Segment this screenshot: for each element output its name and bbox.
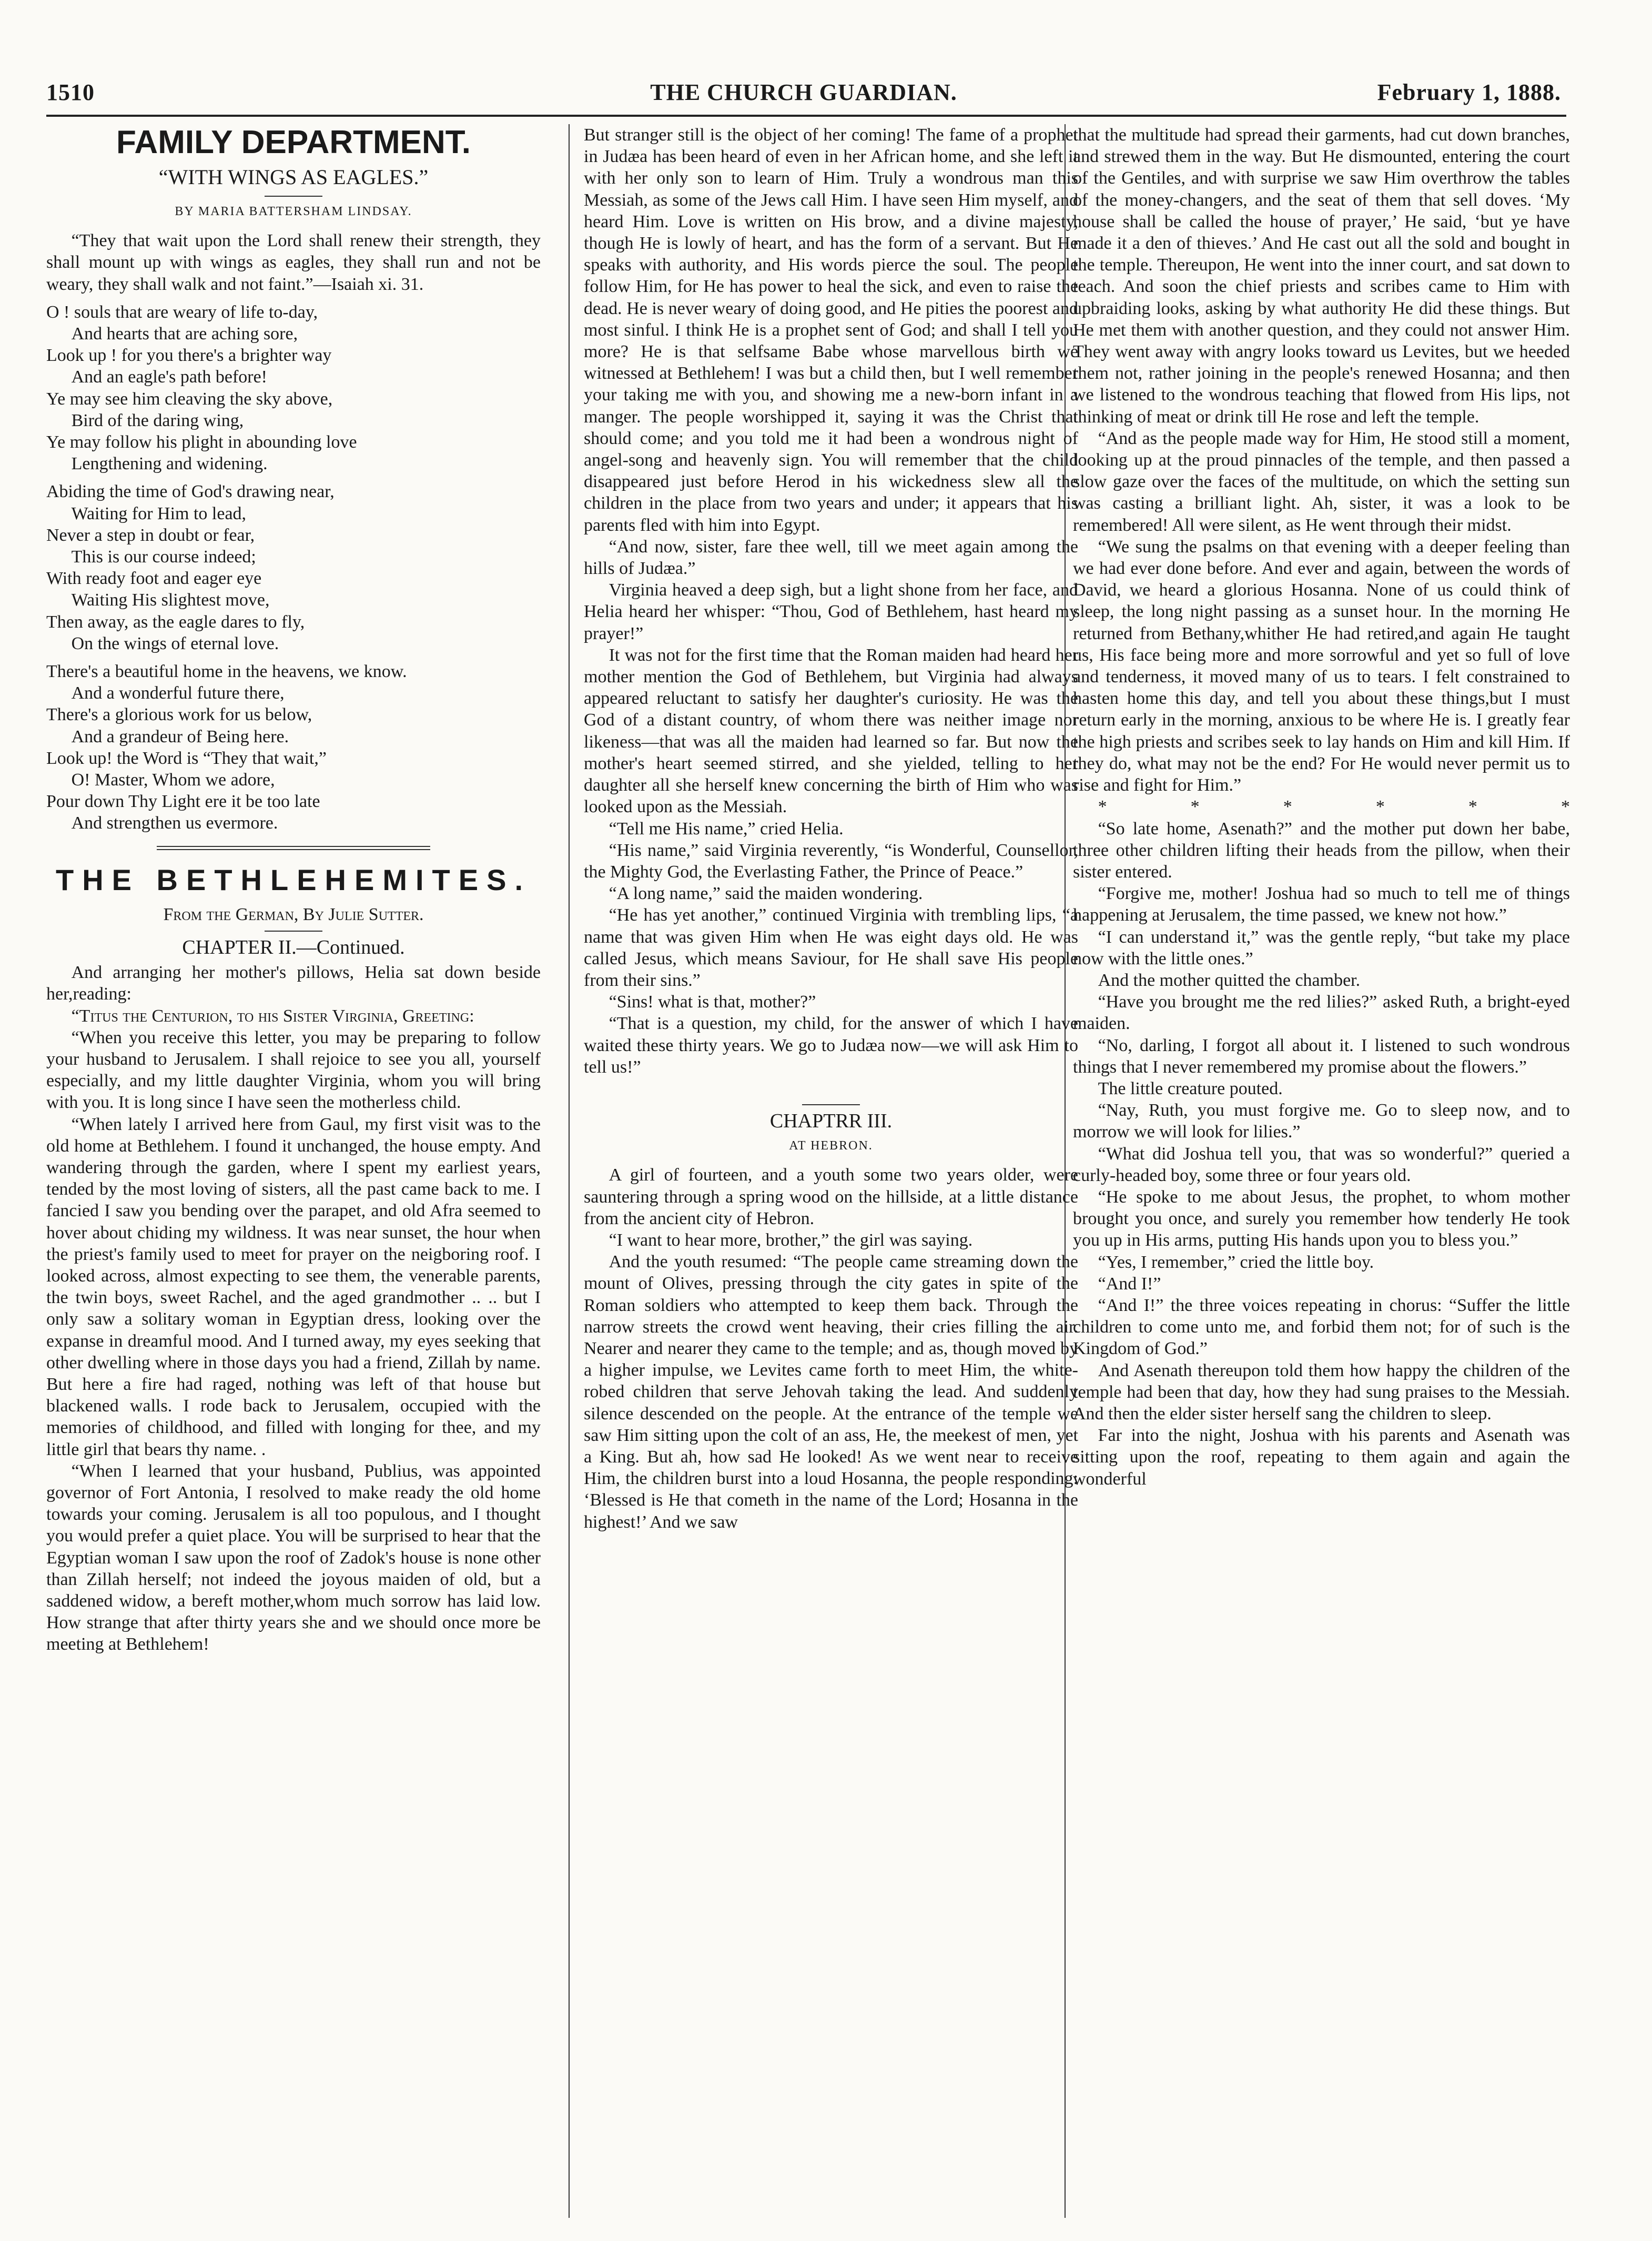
paragraph: Virginia heaved a deep sigh, but a light shone from her face, and Helia heard her whisper: “Thou, God of Bethlehem, hast heard my prayer!” [584, 580, 1078, 643]
paragraph: “When lately I arrived here from Gaul, my first visit was to the old home at Bethlehem. I found it unchanged, the house empty. And wandering through the garden, where I spent my earliest years, tended by the most loving of sisters, all the past came back to me. I fancied I saw you bending over the parapet, and old Afra seemed to hover about chiding my wildness. It was near sunset, the hour when the priest's family used to meet for prayer on the neigboring roof. I looked across, almost expecting to see them, the venerable parents, the twin boys, sweet Rachel, and the aged grandmother .. .. but I only saw a solitary woman in Egyptian dress, looking over the expanse in dreamful mood. And I turned away, my eyes seeking that other dwelling where in those days you had a friend, Zillah by name. But here a fire had raged, nothing was left of that house but blackened walls. I rode back to Jerusalem, occupied with the memories of childhood, and filled with longing for thee, and my little girl that bears thy name. . [46, 1114, 541, 1459]
story-title: THE BETHLEHEMITES. [55, 863, 532, 896]
paragraph: And arranging her mother's pillows, Helia sat down beside her,reading: [46, 963, 541, 1004]
poem-line: This is our course indeed; [71, 547, 256, 567]
paragraph: that the multitude had spread their garments, had cut down branches, and strewed them in the way. But He dismounted, entering the court of the Gentiles, and with surprise we saw Him overthrow the tables of the money-changers, and the seat of them that sell doves. ‘My house shall be called the house of prayer,’ He said, ‘but ye have made it a den of thieves.’ And He cast out all the sold and bought in the temple. Thereupon, He went into the inner court, and sat down to teach. And soon the chief priests and scribes came to Him with upbraiding looks, asking by what authority He did these things. But He met them with another question, and they could not answer Him. They went away with angry looks toward us Levites, but we heeded them not, rather joining in the people's renewed Hosanna; and then we listened to the wondrous teaching that flowed from His lips, not thinking of meat or drink till He rose and left the temple. [1073, 125, 1570, 427]
poem-line: Pour down Thy Light ere it be too late [46, 792, 320, 812]
poem-line: Ye may see him cleaving the sky above, [46, 389, 333, 409]
paragraph: “Yes, I remember,” cried the little boy. [1098, 1252, 1374, 1272]
paragraph: “His name,” said Virginia reverently, “is Wonderful, Counsellor, the Mighty God, the Everlasting Father, the Prince of Peace.” [584, 840, 1078, 882]
poem-stanza [46, 301, 541, 475]
poem-line: And hearts that are aching sore, [71, 324, 298, 344]
paragraph: The little creature pouted. [1098, 1078, 1283, 1098]
poem-line: Ye may follow his plight in abounding love [46, 432, 357, 452]
divider [802, 1104, 860, 1105]
poem-line: Waiting His slightest move, [71, 590, 270, 610]
paragraph: And the youth resumed: “The people came streaming down the mount of Olives, pressing through the city gates in spite of the Roman soldiers who attempted to keep them back. Through the narrow streets the crowd went heaving, their cries filling the air. Nearer and nearer they came to the temple; and as, though moved by a higher impulse, we Levites came forth to meet Him, the white-robed children that serve Jehovah taking the lead. And suddenly silence descended on the people. At the entrance of the temple we saw Him sitting upon the colt of an ass, He, the meekest of men, yet a King. But ah, how sad He looked! As we went near to receive Him, the children burst into a loud Hosanna, the people responding: ‘Blessed is He that cometh in the name of the Lord; Hosanna in the highest!’ And we saw [584, 1252, 1078, 1532]
paragraph: “I want to hear more, brother,” the girl was saying. [609, 1230, 973, 1250]
column-divider [569, 124, 570, 2218]
poem-title: “WITH WINGS AS EAGLES.” [158, 165, 429, 189]
letter-greeting: “Titus the Centurion, to his Sister Virginia, Greeting: [71, 1006, 474, 1026]
masthead [46, 79, 1561, 110]
paragraph: But stranger still is the object of her coming! The fame of a prophet in Judæa has been heard of even in her African home, and she left it with her only son to learn of Him. Truly a wondrous man this Messiah, as some of the Jews call Him. I have seen Him myself, and heard Him. Love is written on His brow, and a divine majesty, though He is lowly of heart, and has the form of a servant. But He speaks with authority, and His words pierce the soul. The people follow Him, for He has power to heal the sick, and even to raise the dead. He is never weary of doing good, and He pities the poorest and most sinful. I think He is a prophet sent of God; and shall I tell you more? He is that selfsame Babe whose marvellous birth we witnessed at Bethlehem! I was but a child then, but I well remember your taking me with you, and showing me a new-born infant in a manger. The people worshipped it, saying it was the Christ that should come; and you told me it had been a wondrous night of angel-song and heavenly sign. You will remember that the child disappeared just before Herod in his wickedness slew all the children in the place from two years and under; it appears that his parents fled with him into Egypt. [584, 125, 1078, 535]
section-heading: FAMILY DEPARTMENT. [116, 124, 471, 160]
paragraph: A girl of fourteen, and a youth some two years older, were sauntering through a spring wood on the hillside, at a little distance from the ancient city of Hebron. [584, 1165, 1078, 1228]
poem-line: On the wings of eternal love. [71, 633, 279, 653]
issue-date: February 1, 1888. [1377, 79, 1561, 105]
paragraph: “We sung the psalms on that evening with a deeper feeling than we had ever done before. And ever and again, between the words of David, we heard a glorious Hosanna. None of us could think of sleep, the long night passing as a sunset hour. In the morning He returned from Bethany,whither He had retired,and again He taught us, His face being more and more sorrowful and yet so full of love and tenderness, it moved many of us to tears. I felt constrained to hasten home this day, and tell you about these things,but I must return early in the morning, anxious to be where He is. I greatly fear the high priests and scribes seek to lay hands on Him and kill Him. If they do, what may not be the end? For He would never permit us to rise and fight for Him.” [1073, 537, 1570, 795]
paragraph: Far into the night, Joshua with his parents and Asenath was sitting upon the roof, repeating to them again and again the wonderful [1073, 1426, 1570, 1489]
paragraph: “He has yet another,” continued Virginia with trembling lips, “a name that was given Him when He was eight days old. He was called Jesus, which means Saviour, for He shall save His people from their sins.” [584, 905, 1078, 990]
column-1 [46, 124, 541, 2218]
poem-line: With ready foot and eager eye [46, 569, 262, 589]
paragraph: “That is a question, my child, for the answer of which I have waited these thirty years. We go to Judæa now—we will ask Him to tell us!” [584, 1014, 1078, 1077]
poem-line: Never a step in doubt or fear, [46, 525, 255, 545]
paragraph: “And I!” [1098, 1274, 1161, 1294]
poem-stanza [46, 661, 541, 834]
poem-byline: BY MARIA BATTERSHAM LINDSAY. [175, 205, 412, 218]
chapter-heading: CHAPTER II.—Continued. [182, 936, 405, 958]
paragraph: “And as the people made way for Him, He stood still a moment, looking up at the proud pinnacles of the temple, and then passed a slow gaze over the faces of the multitude, on which the setting sun was casting a brilliant light. Ah, sister, it was a look to be remembered! All were silent, as He went through their midst. [1073, 428, 1570, 535]
paragraph: “When I learned that your husband, Publius, was appointed governor of Fort Antonia, I resolved to make ready the old home towards your coming. Jerusalem is all too populous, and I thought you would prefer a quiet place. You will be surprised to hear that the Egyptian woman I saw upon the roof of Zadok's house is none other than Zillah herself; not indeed the joyous maiden of old, but a saddened widow, a bereft mother,whom much sorrow has laid low. How strange that after thirty years she and we should once more be meeting at Bethlehem! [46, 1461, 541, 1654]
divider [157, 846, 430, 850]
poem-line: There's a beautiful home in the heavens, we know. [46, 662, 407, 682]
poem-epigraph: “They that wait upon the Lord shall renew their strength, they shall mount up with wings as eagles, they shall run and not be weary, they shall walk and not faint.”—Isaiah xi. 31. [46, 231, 541, 294]
paragraph: “He spoke to me about Jesus, the prophet, to whom mother brought you once, and surely you remember how tenderly He took you up in His arms, putting His hands upon you to bless you.” [1073, 1187, 1570, 1250]
poem-line: Bird of the daring wing, [71, 410, 244, 430]
poem-line: Waiting for Him to lead, [71, 503, 247, 523]
poem-line: There's a glorious work for us below, [46, 705, 312, 725]
paragraph: “So late home, Asenath?” and the mother put down her babe, three other children lifting their heads from the pillow, when their sister entered. [1073, 819, 1570, 882]
poem-line: And strengthen us evermore. [71, 813, 278, 833]
paragraph: “What did Joshua tell you, that was so wonderful?” queried a curly-headed boy, some three or four years old. [1073, 1144, 1570, 1185]
poem-line: Then away, as the eagle dares to fly, [46, 612, 305, 632]
paragraph: “No, darling, I forgot all about it. I listened to such wondrous things that I never remembered my promise about the flowers.” [1073, 1035, 1570, 1077]
paragraph: And the mother quitted the chamber. [1098, 970, 1361, 990]
paragraph: “Forgive me, mother! Joshua had so much to tell me of things happening at Jerusalem, the time passed, we knew not how.” [1073, 884, 1570, 925]
newspaper-title: THE CHURCH GUARDIAN. [650, 79, 957, 105]
poem-stanza [46, 481, 541, 654]
poem-line: Lengthening and widening. [71, 454, 268, 474]
chapter-subheading: AT HEBRON. [789, 1139, 873, 1153]
poem-line: Abiding the time of God's drawing near, [46, 482, 335, 502]
poem-line: And a grandeur of Being here. [71, 726, 289, 746]
poem-line: And a wonderful future there, [71, 683, 285, 703]
poem-line: And an eagle's path before! [71, 367, 267, 387]
paragraph: “And now, sister, fare thee well, till we meet again among the hills of Judæa.” [584, 537, 1078, 579]
page-number: 1510 [46, 79, 95, 105]
column-3 [1073, 124, 1570, 2218]
poem-line: Look up! the Word is “They that wait,” [46, 748, 327, 768]
section-break: * * * * * * [1098, 797, 1570, 817]
story-author: From the German, By Julie Sutter. [163, 904, 424, 924]
paragraph: “When you receive this letter, you may be preparing to follow your husband to Jerusalem. I shall rejoice to see you all, yourself especially, and my little daughter Virginia, whom you will bring with you. It is long since I have seen the motherless child. [46, 1027, 541, 1113]
divider [265, 196, 322, 197]
paragraph: “And I!” the three voices repeating in chorus: “Suffer the little children to come unto me, and forbid them not; for of such is the Kingdom of God.” [1073, 1295, 1570, 1359]
chapter-heading: CHAPTRR III. [769, 1109, 893, 1132]
poem-line: O! Master, Whom we adore, [71, 770, 275, 790]
divider [265, 931, 322, 932]
paragraph: And Asenath thereupon told them how happy the children of the temple had been that day, how they had sung praises to the Messiah. And then the elder sister herself sang the children to sleep. [1073, 1360, 1570, 1424]
paragraph: “Sins! what is that, mother?” [609, 992, 816, 1012]
paragraph: “A long name,” said the maiden wondering. [609, 884, 923, 904]
poem-line: Look up ! for you there's a brighter way [46, 346, 332, 366]
paragraph: “Nay, Ruth, you must forgive me. Go to sleep now, and to morrow we will look for lilies.” [1073, 1101, 1570, 1142]
paragraph: “I can understand it,” was the gentle reply, “but take my place now with the little ones.” [1073, 927, 1570, 968]
column-2 [584, 124, 1078, 2218]
paragraph: It was not for the first time that the Roman maiden had heard her mother mention the God of Bethlehem, but Virginia had always appeared reluctant to satisfy her daughter's curiosity. He was the God of a distant country, of whom there was neither image nor likeness—that was all the maiden had learned so far. But now the mother's heart seemed stirred, and she yielded, telling to her daughter all she herself knew concerning the birth of Him who was looked upon as the Messiah. [584, 645, 1078, 817]
paragraph: “Have you brought me the red lilies?” asked Ruth, a bright-eyed maiden. [1073, 992, 1570, 1034]
poem-line: O ! souls that are weary of life to-day, [46, 302, 318, 322]
masthead-rule [46, 115, 1566, 117]
paragraph: “Tell me His name,” cried Helia. [609, 819, 844, 839]
